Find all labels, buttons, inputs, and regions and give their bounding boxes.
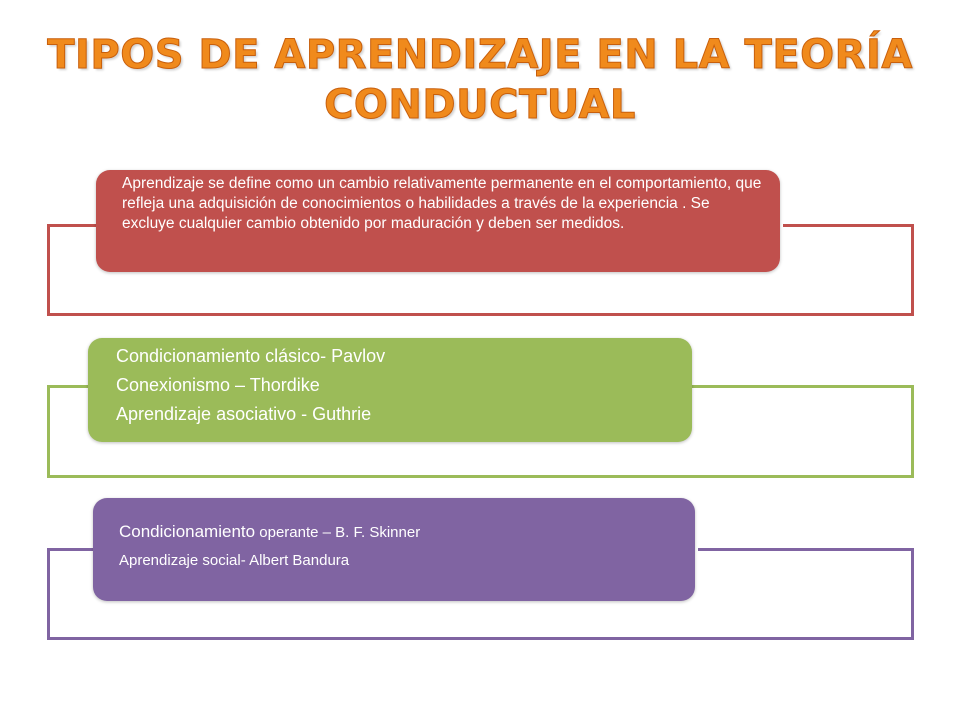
slide-title <box>0 30 960 130</box>
item-condicionamiento-word: Condicionamiento <box>119 522 256 541</box>
frame-top-left-segment <box>47 385 91 388</box>
frame-top-right-segment <box>692 385 914 388</box>
frame-top-right-segment <box>698 548 914 551</box>
item-aprendizaje-asociativo: Aprendizaje asociativo - Guthrie <box>116 404 372 424</box>
title-line-2: CONDUCTUAL <box>324 82 636 128</box>
item-aprendizaje-social: Aprendizaje social- Albert Bandura <box>119 552 350 569</box>
box-operante <box>93 498 695 601</box>
item-conexionismo: Conexionismo – Thordike <box>116 375 320 395</box>
frame-top-left-segment <box>47 224 99 227</box>
box-conexionismo <box>88 338 692 442</box>
title-line-1: TIPOS DE APRENDIZAJE EN LA TEORÍA <box>47 32 913 78</box>
definition-text: Aprendizaje se define como un cambio relativamente permanente en el comportamiento, que refleja una adquisición de conocimientos o habilidades a través de la experiencia . Se excluye cualquier cambio obtenido por maduración y deben ser medidos. <box>122 175 762 232</box>
item-condicionamiento-operante <box>119 519 681 546</box>
item-condicionamiento-clasico: Condicionamiento clásico- Pavlov <box>116 346 386 366</box>
box-definition <box>96 170 780 272</box>
item-operante-skinner: operante – B. F. Skinner <box>255 524 421 541</box>
frame-top-right-segment <box>783 224 914 227</box>
frame-top-left-segment <box>47 548 96 551</box>
